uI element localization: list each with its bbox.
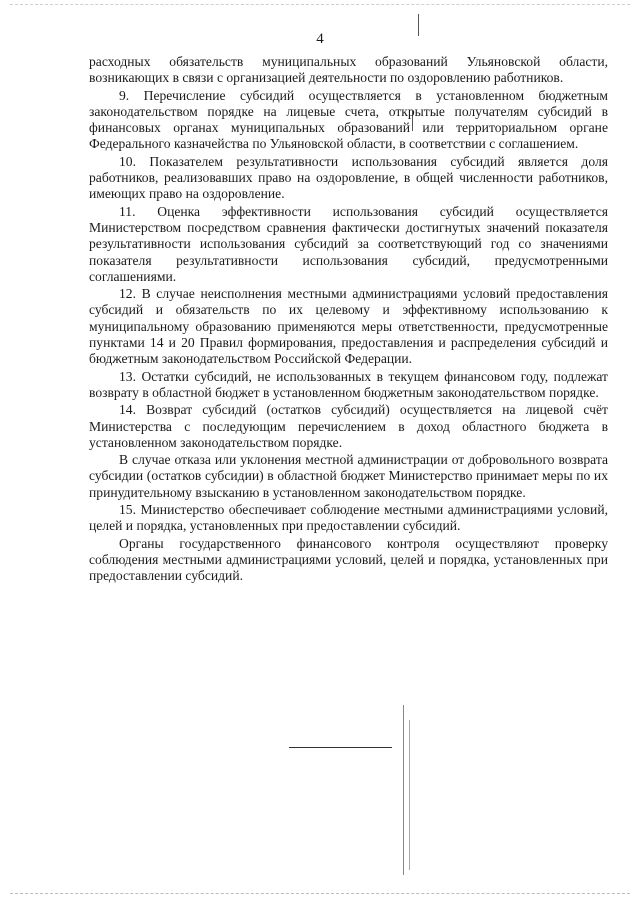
scan-artifact-mark: [418, 14, 419, 36]
scan-edge-bottom: [10, 893, 630, 895]
paragraph: 10. Показателем результативности использования субсидий является доля работников, реализовавших право на оздоровление, в общей численности работников, имеющих право на оздоровление.: [89, 153, 608, 202]
closing-line: [289, 747, 392, 748]
paragraph: 11. Оценка эффективности использования субсидий осуществляется Министерством посредством сравнения фактически достигнутых значений показателя результативности использования субсидий за соответствующий год со значениями показателя результативности использования субсидий, предусмотренными соглашениями.: [89, 203, 608, 284]
paragraph: В случае отказа или уклонения местной администрации от добровольного возврата субсидии (остатков субсидии) в областной бюджет Министерство принимает меры по их принудительному взысканию в установленном законодательством порядке.: [89, 452, 608, 500]
paragraph: 14. Возврат субсидий (остатков субсидий) осуществляется на лицевой счёт Министерства с последующим перечислением в доход областного бюджета в установленном законодательством порядке.: [89, 402, 608, 450]
page-number: 4: [316, 31, 324, 47]
document-body: [89, 54, 608, 586]
paragraph: расходных обязательств муниципальных образований Ульяновской области, возникающих в связи с организацией деятельности по оздоровлению работников.: [89, 54, 608, 86]
scan-artifact-mark: [403, 705, 404, 875]
scan-edge-top: [10, 4, 630, 6]
scan-artifact-mark: [409, 720, 410, 870]
paragraph: 12. В случае неисполнения местными администрациями условий предоставления субсидий и обязательств по их целевому и эффективному использованию к муниципальному образованию применяются меры ответственности, предусмотренные пунктами 14 и 20 Правил формирования, предоставления и распределения субсидий и бюджетным законодательством Российской Федерации.: [89, 286, 608, 367]
paragraph: 15. Министерство обеспечивает соблюдение местными администрациями условий, целей и порядка, установленных при предоставлении субсидий.: [89, 502, 608, 534]
paragraph: 13. Остатки субсидий, не использованных в текущем финансовом году, подлежат возврату в областной бюджет в установленном бюджетным законодательством порядке.: [89, 368, 608, 400]
paragraph: Органы государственного финансового контроля осуществляют проверку соблюдения местными администрациями условий, целей и порядка, установленных при предоставлении субсидий.: [89, 535, 608, 584]
paragraph: 9. Перечисление субсидий осуществляется в установленном бюджетным законодательством порядке на лицевые счета, открытые получателям субсидий в финансовых органах муниципальных образований или территориальном органе Федерального казначейства по Ульяновской области, в соответствии с соглашением.: [89, 87, 608, 152]
